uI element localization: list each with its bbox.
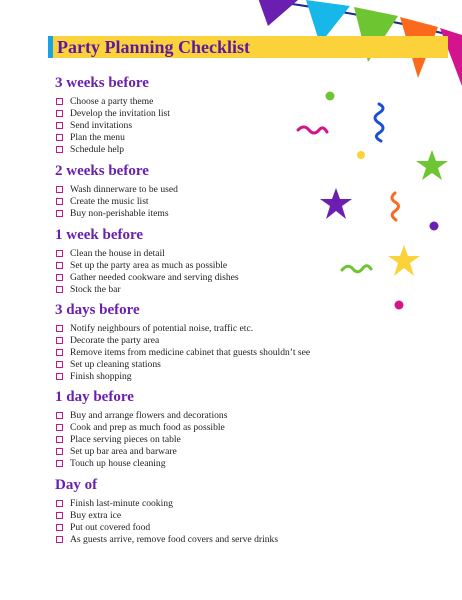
checklist-item[interactable]: Put out covered food bbox=[55, 522, 385, 534]
section-day-of bbox=[55, 476, 385, 546]
checkbox[interactable] bbox=[56, 436, 63, 443]
checkbox[interactable] bbox=[56, 98, 63, 105]
checklist-item[interactable]: Notify neighbours of potential noise, traffic etc. bbox=[55, 323, 385, 335]
checklist-item[interactable]: Place serving pieces on table bbox=[55, 434, 385, 446]
checkbox[interactable] bbox=[56, 412, 63, 419]
section-1-week-before bbox=[55, 226, 385, 296]
section-heading: 1 week before bbox=[55, 227, 144, 243]
section-2-weeks-before bbox=[55, 162, 385, 220]
checklist-item[interactable]: Set up cleaning stations bbox=[55, 359, 385, 371]
checkbox[interactable] bbox=[56, 134, 63, 141]
checkbox[interactable] bbox=[56, 349, 63, 356]
checkbox[interactable] bbox=[56, 286, 63, 293]
checkbox[interactable] bbox=[56, 373, 63, 380]
checklist-item[interactable]: Finish last-minute cooking bbox=[55, 498, 385, 510]
checklist-item[interactable]: Schedule help bbox=[55, 144, 385, 156]
checklist-item[interactable]: Touch up house cleaning bbox=[55, 458, 385, 470]
checklist-item[interactable]: Set up the party area as much as possible bbox=[55, 260, 385, 272]
checklist-item[interactable]: Buy non-perishable items bbox=[55, 208, 385, 220]
checkbox[interactable] bbox=[56, 448, 63, 455]
checkbox[interactable] bbox=[56, 524, 63, 531]
section-heading: Day of bbox=[55, 477, 98, 493]
confetti-dot-purple bbox=[430, 222, 439, 231]
checklist-item[interactable]: Gather needed cookware and serving dishes bbox=[55, 272, 385, 284]
section-heading: 1 day before bbox=[55, 389, 134, 405]
checklist-item[interactable]: Develop the invitation list bbox=[55, 108, 385, 120]
star-green bbox=[416, 150, 448, 180]
section-heading: 3 days before bbox=[55, 302, 140, 318]
checkbox[interactable] bbox=[56, 186, 63, 193]
checklist-item[interactable]: Choose a party theme bbox=[55, 96, 385, 108]
checkbox[interactable] bbox=[56, 337, 63, 344]
title-accent-edge bbox=[48, 36, 53, 58]
checklist-item[interactable]: Wash dinnerware to be used bbox=[55, 184, 385, 196]
checkbox[interactable] bbox=[56, 250, 63, 257]
checklist-item[interactable]: Buy and arrange flowers and decorations bbox=[55, 410, 385, 422]
bunting-string bbox=[262, 0, 462, 38]
checklist-item[interactable]: Decorate the party area bbox=[55, 335, 385, 347]
star-yellow bbox=[388, 245, 420, 276]
checklist-item[interactable]: Set up bar area and barware bbox=[55, 446, 385, 458]
checklist-item[interactable]: Clean the house in detail bbox=[55, 248, 385, 260]
section-heading: 2 weeks before bbox=[55, 163, 149, 179]
checklist-item[interactable]: Plan the menu bbox=[55, 132, 385, 144]
checkbox[interactable] bbox=[56, 262, 63, 269]
checklist-item[interactable]: Buy extra ice bbox=[55, 510, 385, 522]
checklist-item[interactable]: Remove items from medicine cabinet that guests shouldn’t see bbox=[55, 347, 385, 359]
checklist-item[interactable]: Cook and prep as much food as possible bbox=[55, 422, 385, 434]
section-1-day-before bbox=[55, 388, 385, 470]
checklist-item[interactable]: Send invitations bbox=[55, 120, 385, 132]
checkbox[interactable] bbox=[56, 512, 63, 519]
section-heading: 3 weeks before bbox=[55, 75, 149, 91]
section-3-days-before bbox=[55, 301, 385, 383]
checkbox[interactable] bbox=[56, 146, 63, 153]
checklist-item[interactable]: Create the music list bbox=[55, 196, 385, 208]
checklist-item[interactable]: As guests arrive, remove food covers and serve drinks bbox=[55, 534, 385, 546]
checklist-item[interactable]: Stock the bar bbox=[55, 284, 385, 296]
checklist-item[interactable]: Finish shopping bbox=[55, 371, 385, 383]
section-3-weeks-before bbox=[55, 74, 385, 156]
checkbox[interactable] bbox=[56, 460, 63, 467]
checkbox[interactable] bbox=[56, 122, 63, 129]
checkbox[interactable] bbox=[56, 500, 63, 507]
checkbox[interactable] bbox=[56, 110, 63, 117]
checkbox[interactable] bbox=[56, 274, 63, 281]
page-title: Party Planning Checklist bbox=[57, 37, 251, 57]
checkbox[interactable] bbox=[56, 210, 63, 217]
checkbox[interactable] bbox=[56, 198, 63, 205]
checkbox[interactable] bbox=[56, 424, 63, 431]
checkbox[interactable] bbox=[56, 325, 63, 332]
checkbox[interactable] bbox=[56, 536, 63, 543]
squiggle-orange bbox=[392, 193, 399, 220]
pennant-purple bbox=[258, 0, 298, 26]
confetti-dot-magenta bbox=[395, 301, 404, 310]
checkbox[interactable] bbox=[56, 361, 63, 368]
